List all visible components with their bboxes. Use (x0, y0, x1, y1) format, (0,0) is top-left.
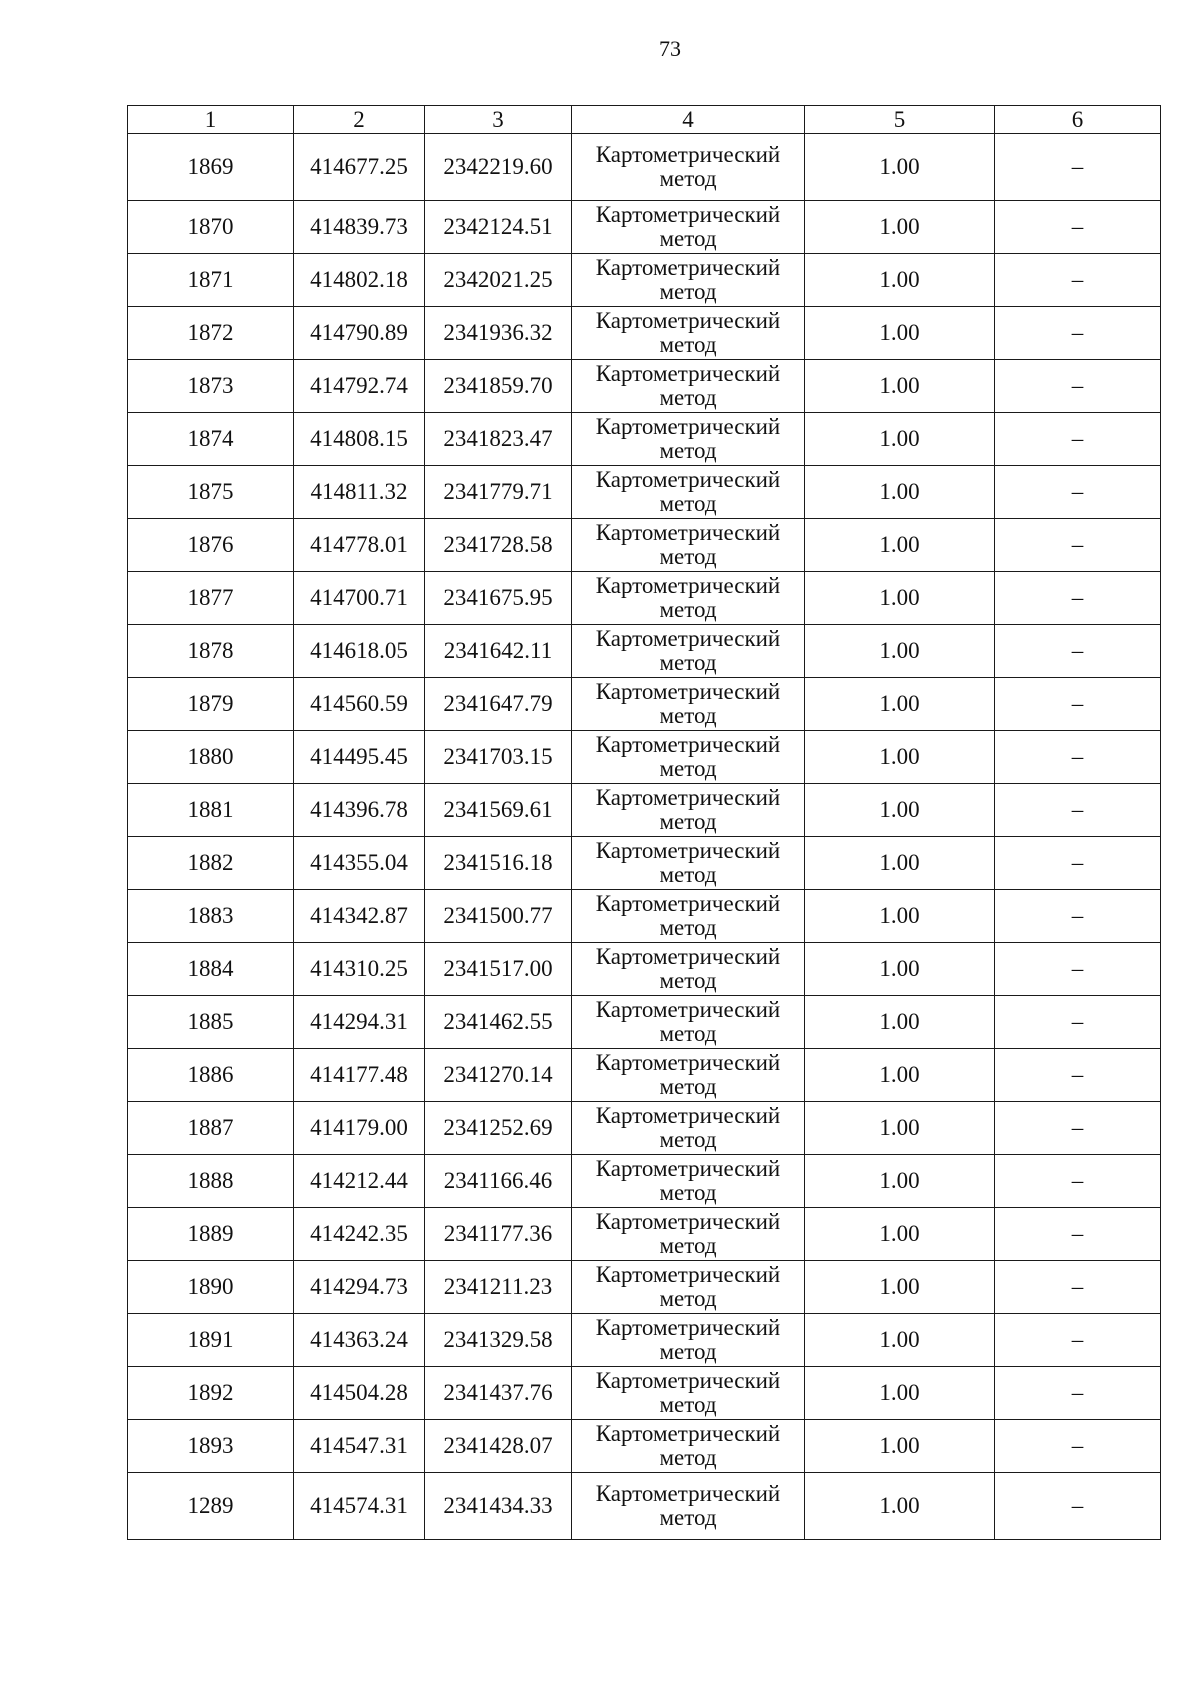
method-cell: Картометрический метод (572, 466, 805, 519)
accuracy-cell: 1.00 (805, 360, 995, 413)
note-cell: – (995, 784, 1161, 837)
x-coordinate-cell: 414574.31 (294, 1473, 425, 1540)
table-row (128, 466, 1161, 519)
y-coordinate-cell: 2341569.61 (425, 784, 572, 837)
y-coordinate-cell: 2341936.32 (425, 307, 572, 360)
point-number-cell: 1886 (128, 1049, 294, 1102)
table-row (128, 254, 1161, 307)
table-row (128, 678, 1161, 731)
table-row (128, 996, 1161, 1049)
method-cell: Картометрический метод (572, 1473, 805, 1540)
table-row (128, 943, 1161, 996)
method-cell: Картометрический метод (572, 1049, 805, 1102)
x-coordinate-cell: 414778.01 (294, 519, 425, 572)
accuracy-cell: 1.00 (805, 466, 995, 519)
page-number: 73 (659, 36, 681, 61)
point-number-cell: 1876 (128, 519, 294, 572)
table-row (128, 519, 1161, 572)
table-row (128, 837, 1161, 890)
point-number-cell: 1875 (128, 466, 294, 519)
table-row (128, 134, 1161, 201)
y-coordinate-cell: 2341647.79 (425, 678, 572, 731)
table-row (128, 572, 1161, 625)
note-cell: – (995, 519, 1161, 572)
method-cell: Картометрический метод (572, 572, 805, 625)
point-number-cell: 1870 (128, 201, 294, 254)
table-row (128, 1314, 1161, 1367)
table-row (128, 1208, 1161, 1261)
accuracy-cell: 1.00 (805, 413, 995, 466)
y-coordinate-cell: 2341779.71 (425, 466, 572, 519)
x-coordinate-cell: 414700.71 (294, 572, 425, 625)
accuracy-cell: 1.00 (805, 625, 995, 678)
header-row (128, 106, 1161, 134)
x-coordinate-cell: 414811.32 (294, 466, 425, 519)
y-coordinate-cell: 2341703.15 (425, 731, 572, 784)
point-number-cell: 1881 (128, 784, 294, 837)
x-coordinate-cell: 414495.45 (294, 731, 425, 784)
y-coordinate-cell: 2341823.47 (425, 413, 572, 466)
method-cell: Картометрический метод (572, 134, 805, 201)
method-cell: Картометрический метод (572, 254, 805, 307)
table-row (128, 625, 1161, 678)
x-coordinate-cell: 414355.04 (294, 837, 425, 890)
x-coordinate-cell: 414792.74 (294, 360, 425, 413)
note-cell: – (995, 1261, 1161, 1314)
method-cell: Картометрический метод (572, 678, 805, 731)
coordinates-table (127, 105, 1161, 1540)
accuracy-cell: 1.00 (805, 1314, 995, 1367)
point-number-cell: 1877 (128, 572, 294, 625)
note-cell: – (995, 1102, 1161, 1155)
point-number-cell: 1892 (128, 1367, 294, 1420)
y-coordinate-cell: 2341462.55 (425, 996, 572, 1049)
y-coordinate-cell: 2341177.36 (425, 1208, 572, 1261)
table-row (128, 731, 1161, 784)
column-header: 6 (995, 106, 1161, 134)
table-row (128, 1049, 1161, 1102)
accuracy-cell: 1.00 (805, 134, 995, 201)
note-cell: – (995, 254, 1161, 307)
note-cell: – (995, 201, 1161, 254)
note-cell: – (995, 1314, 1161, 1367)
method-cell: Картометрический метод (572, 1155, 805, 1208)
accuracy-cell: 1.00 (805, 784, 995, 837)
method-cell: Картометрический метод (572, 1367, 805, 1420)
y-coordinate-cell: 2341329.58 (425, 1314, 572, 1367)
point-number-cell: 1887 (128, 1102, 294, 1155)
accuracy-cell: 1.00 (805, 1208, 995, 1261)
table-row (128, 360, 1161, 413)
table-row (128, 413, 1161, 466)
note-cell: – (995, 943, 1161, 996)
point-number-cell: 1880 (128, 731, 294, 784)
x-coordinate-cell: 414547.31 (294, 1420, 425, 1473)
accuracy-cell: 1.00 (805, 1367, 995, 1420)
column-header: 1 (128, 106, 294, 134)
y-coordinate-cell: 2341434.33 (425, 1473, 572, 1540)
note-cell: – (995, 1473, 1161, 1540)
table-row (128, 1261, 1161, 1314)
column-header: 5 (805, 106, 995, 134)
accuracy-cell: 1.00 (805, 519, 995, 572)
method-cell: Картометрический метод (572, 1102, 805, 1155)
note-cell: – (995, 307, 1161, 360)
point-number-cell: 1874 (128, 413, 294, 466)
accuracy-cell: 1.00 (805, 307, 995, 360)
note-cell: – (995, 1155, 1161, 1208)
accuracy-cell: 1.00 (805, 943, 995, 996)
accuracy-cell: 1.00 (805, 1473, 995, 1540)
table-row (128, 890, 1161, 943)
method-cell: Картометрический метод (572, 943, 805, 996)
method-cell: Картометрический метод (572, 519, 805, 572)
table-row (128, 1420, 1161, 1473)
note-cell: – (995, 1367, 1161, 1420)
accuracy-cell: 1.00 (805, 1420, 995, 1473)
note-cell: – (995, 837, 1161, 890)
y-coordinate-cell: 2341428.07 (425, 1420, 572, 1473)
accuracy-cell: 1.00 (805, 1155, 995, 1208)
x-coordinate-cell: 414212.44 (294, 1155, 425, 1208)
y-coordinate-cell: 2341517.00 (425, 943, 572, 996)
table-row (128, 307, 1161, 360)
note-cell: – (995, 572, 1161, 625)
point-number-cell: 1879 (128, 678, 294, 731)
point-number-cell: 1893 (128, 1420, 294, 1473)
x-coordinate-cell: 414790.89 (294, 307, 425, 360)
y-coordinate-cell: 2341675.95 (425, 572, 572, 625)
x-coordinate-cell: 414677.25 (294, 134, 425, 201)
note-cell: – (995, 996, 1161, 1049)
y-coordinate-cell: 2341252.69 (425, 1102, 572, 1155)
y-coordinate-cell: 2342219.60 (425, 134, 572, 201)
method-cell: Картометрический метод (572, 307, 805, 360)
method-cell: Картометрический метод (572, 731, 805, 784)
accuracy-cell: 1.00 (805, 1102, 995, 1155)
note-cell: – (995, 1420, 1161, 1473)
point-number-cell: 1891 (128, 1314, 294, 1367)
point-number-cell: 1869 (128, 134, 294, 201)
accuracy-cell: 1.00 (805, 996, 995, 1049)
x-coordinate-cell: 414618.05 (294, 625, 425, 678)
x-coordinate-cell: 414179.00 (294, 1102, 425, 1155)
y-coordinate-cell: 2341166.46 (425, 1155, 572, 1208)
y-coordinate-cell: 2341211.23 (425, 1261, 572, 1314)
y-coordinate-cell: 2341642.11 (425, 625, 572, 678)
x-coordinate-cell: 414242.35 (294, 1208, 425, 1261)
note-cell: – (995, 134, 1161, 201)
method-cell: Картометрический метод (572, 1314, 805, 1367)
accuracy-cell: 1.00 (805, 254, 995, 307)
accuracy-cell: 1.00 (805, 201, 995, 254)
y-coordinate-cell: 2341516.18 (425, 837, 572, 890)
method-cell: Картометрический метод (572, 360, 805, 413)
method-cell: Картометрический метод (572, 996, 805, 1049)
accuracy-cell: 1.00 (805, 837, 995, 890)
table-row (128, 1473, 1161, 1540)
point-number-cell: 1872 (128, 307, 294, 360)
y-coordinate-cell: 2341728.58 (425, 519, 572, 572)
method-cell: Картометрический метод (572, 1208, 805, 1261)
point-number-cell: 1878 (128, 625, 294, 678)
x-coordinate-cell: 414177.48 (294, 1049, 425, 1102)
note-cell: – (995, 1208, 1161, 1261)
point-number-cell: 1885 (128, 996, 294, 1049)
x-coordinate-cell: 414839.73 (294, 201, 425, 254)
note-cell: – (995, 625, 1161, 678)
note-cell: – (995, 678, 1161, 731)
y-coordinate-cell: 2341270.14 (425, 1049, 572, 1102)
accuracy-cell: 1.00 (805, 678, 995, 731)
note-cell: – (995, 1049, 1161, 1102)
y-coordinate-cell: 2341437.76 (425, 1367, 572, 1420)
note-cell: – (995, 466, 1161, 519)
column-header: 2 (294, 106, 425, 134)
y-coordinate-cell: 2342124.51 (425, 201, 572, 254)
x-coordinate-cell: 414560.59 (294, 678, 425, 731)
accuracy-cell: 1.00 (805, 731, 995, 784)
x-coordinate-cell: 414802.18 (294, 254, 425, 307)
accuracy-cell: 1.00 (805, 1261, 995, 1314)
method-cell: Картометрический метод (572, 837, 805, 890)
x-coordinate-cell: 414342.87 (294, 890, 425, 943)
note-cell: – (995, 731, 1161, 784)
y-coordinate-cell: 2342021.25 (425, 254, 572, 307)
table-row (128, 784, 1161, 837)
y-coordinate-cell: 2341859.70 (425, 360, 572, 413)
table-row (128, 201, 1161, 254)
table-body (128, 134, 1161, 1540)
method-cell: Картометрический метод (572, 1261, 805, 1314)
point-number-cell: 1882 (128, 837, 294, 890)
x-coordinate-cell: 414294.73 (294, 1261, 425, 1314)
method-cell: Картометрический метод (572, 890, 805, 943)
table-row (128, 1367, 1161, 1420)
accuracy-cell: 1.00 (805, 572, 995, 625)
table-header (128, 106, 1161, 134)
column-header: 3 (425, 106, 572, 134)
x-coordinate-cell: 414396.78 (294, 784, 425, 837)
accuracy-cell: 1.00 (805, 1049, 995, 1102)
point-number-cell: 1884 (128, 943, 294, 996)
x-coordinate-cell: 414363.24 (294, 1314, 425, 1367)
method-cell: Картометрический метод (572, 1420, 805, 1473)
x-coordinate-cell: 414310.25 (294, 943, 425, 996)
method-cell: Картометрический метод (572, 784, 805, 837)
x-coordinate-cell: 414294.31 (294, 996, 425, 1049)
point-number-cell: 1289 (128, 1473, 294, 1540)
x-coordinate-cell: 414504.28 (294, 1367, 425, 1420)
method-cell: Картометрический метод (572, 413, 805, 466)
y-coordinate-cell: 2341500.77 (425, 890, 572, 943)
table-row (128, 1102, 1161, 1155)
method-cell: Картометрический метод (572, 201, 805, 254)
note-cell: – (995, 890, 1161, 943)
column-header: 4 (572, 106, 805, 134)
accuracy-cell: 1.00 (805, 890, 995, 943)
point-number-cell: 1890 (128, 1261, 294, 1314)
point-number-cell: 1873 (128, 360, 294, 413)
x-coordinate-cell: 414808.15 (294, 413, 425, 466)
point-number-cell: 1889 (128, 1208, 294, 1261)
table-row (128, 1155, 1161, 1208)
note-cell: – (995, 360, 1161, 413)
point-number-cell: 1888 (128, 1155, 294, 1208)
method-cell: Картометрический метод (572, 625, 805, 678)
point-number-cell: 1871 (128, 254, 294, 307)
note-cell: – (995, 413, 1161, 466)
point-number-cell: 1883 (128, 890, 294, 943)
